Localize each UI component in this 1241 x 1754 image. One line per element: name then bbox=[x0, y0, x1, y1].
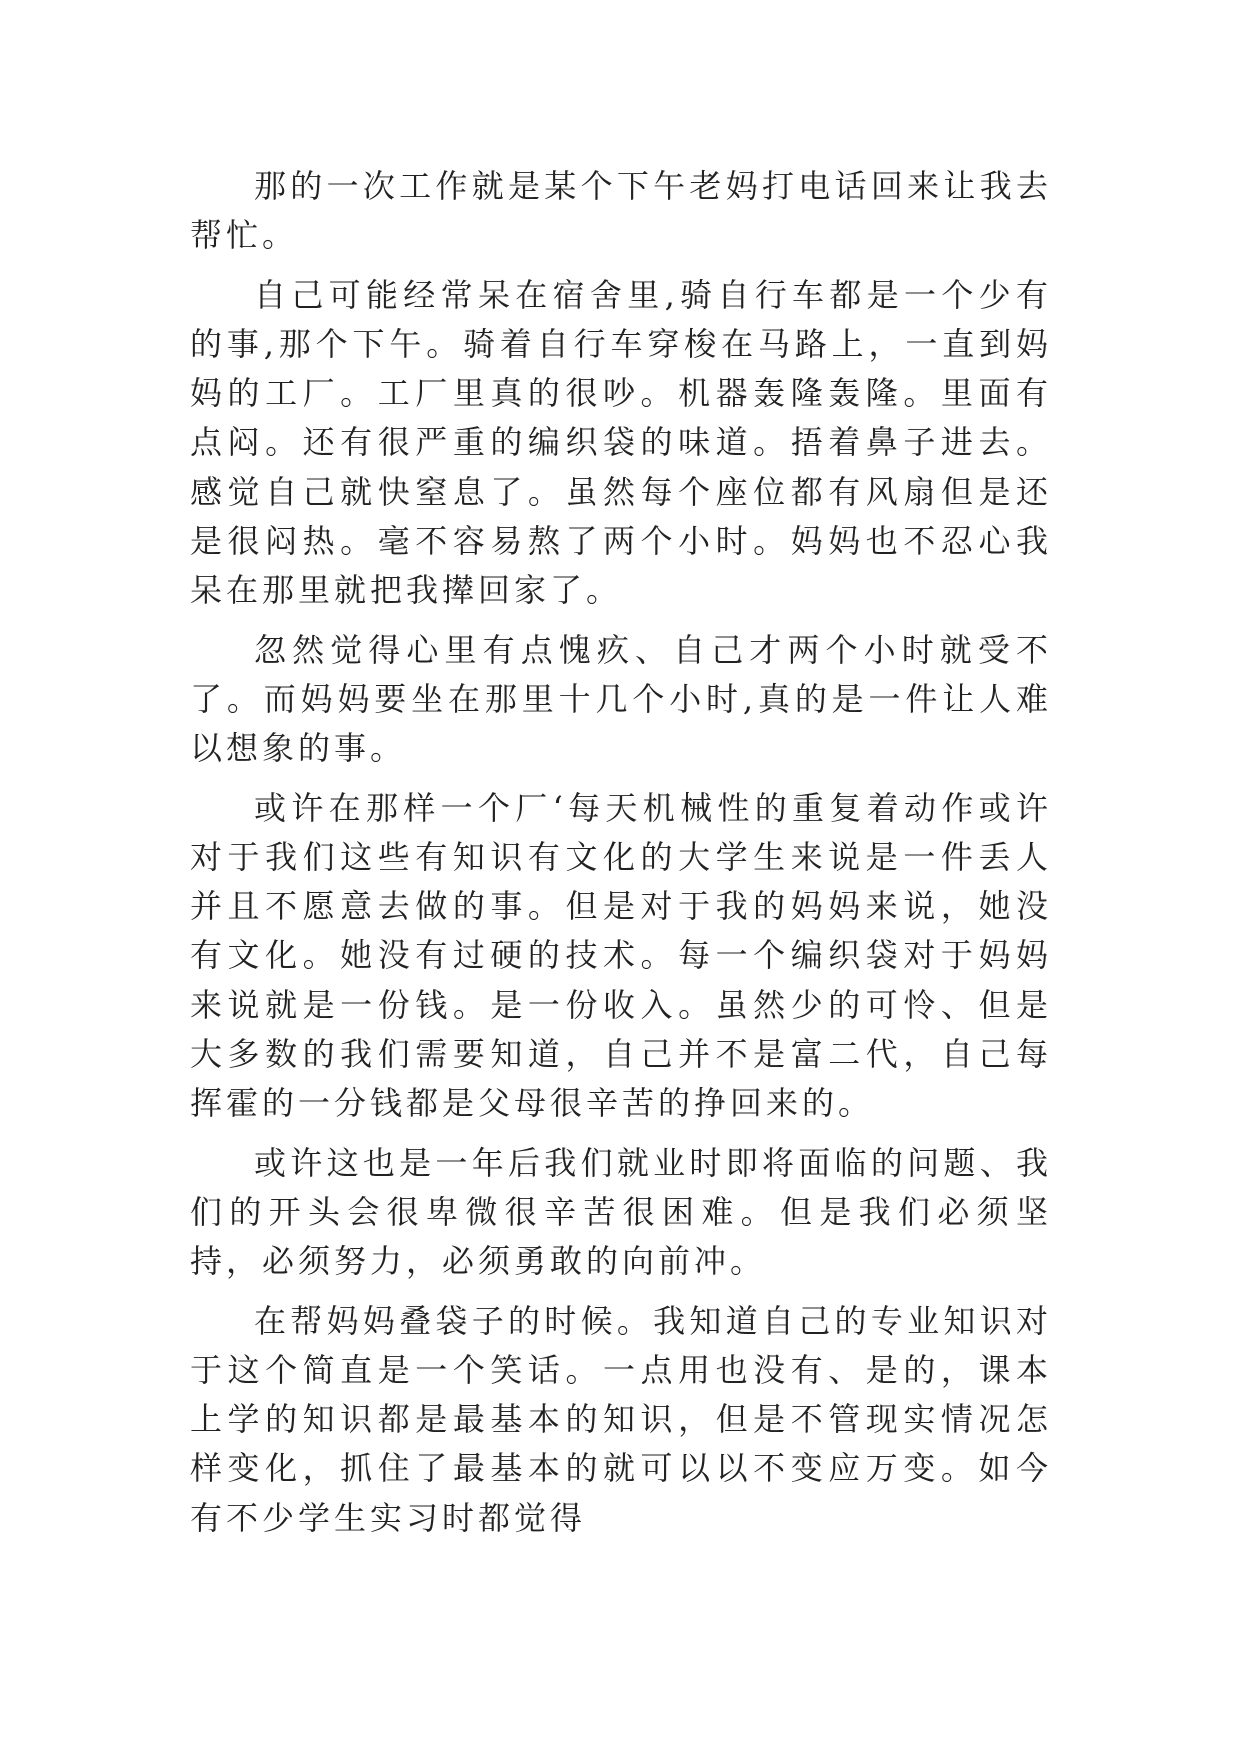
body-text bbox=[190, 162, 1052, 1553]
paragraph-3: 忽然觉得心里有点愧疚、自己才两个小时就受不了。而妈妈要坐在那里十几个小时,真的是一件让人难以想象的事。 bbox=[190, 630, 1052, 768]
paragraph-2: 自己可能经常呆在宿舍里,骑自行车都是一个少有的事,那个下午。骑着自行车穿梭在马路上，一直到妈妈的工厂。工厂里真的很吵。机器轰隆轰隆。里面有点闷。还有很严重的编织袋的味道。捂着鼻子进去。感觉自己就快窒息了。虽然每个座位都有风扇但是还是很闷热。毫不容易熬了两个小时。妈妈也不忍心我呆在那里就把我撵回家了。 bbox=[190, 275, 1052, 610]
paragraph-4: 或许在那样一个厂‘每天机械性的重复着动作或许对于我们这些有知识有文化的大学生来说是一件丢人并且不愿意去做的事。但是对于我的妈妈来说，她没有文化。她没有过硬的技术。每一个编织袋对于妈妈来说就是一份钱。是一份收入。虽然少的可怜、但是大多数的我们需要知道，自己并不是富二代，自己每挥霍的一分钱都是父母很辛苦的挣回来的。 bbox=[190, 788, 1052, 1123]
paragraph-5: 或许这也是一年后我们就业时即将面临的问题、我们的开头会很卑微很辛苦很困难。但是我们必须坚持，必须努力，必须勇敢的向前冲。 bbox=[190, 1143, 1052, 1281]
paragraph-6: 在帮妈妈叠袋子的时候。我知道自己的专业知识对于这个简直是一个笑话。一点用也没有、是的，课本上学的知识都是最基本的知识，但是不管现实情况怎样变化，抓住了最基本的就可以以不变应万变。如今有不少学生实习时都觉得 bbox=[190, 1301, 1052, 1537]
paragraph-1: 那的一次工作就是某个下午老妈打电话回来让我去帮忙。 bbox=[190, 167, 1052, 255]
